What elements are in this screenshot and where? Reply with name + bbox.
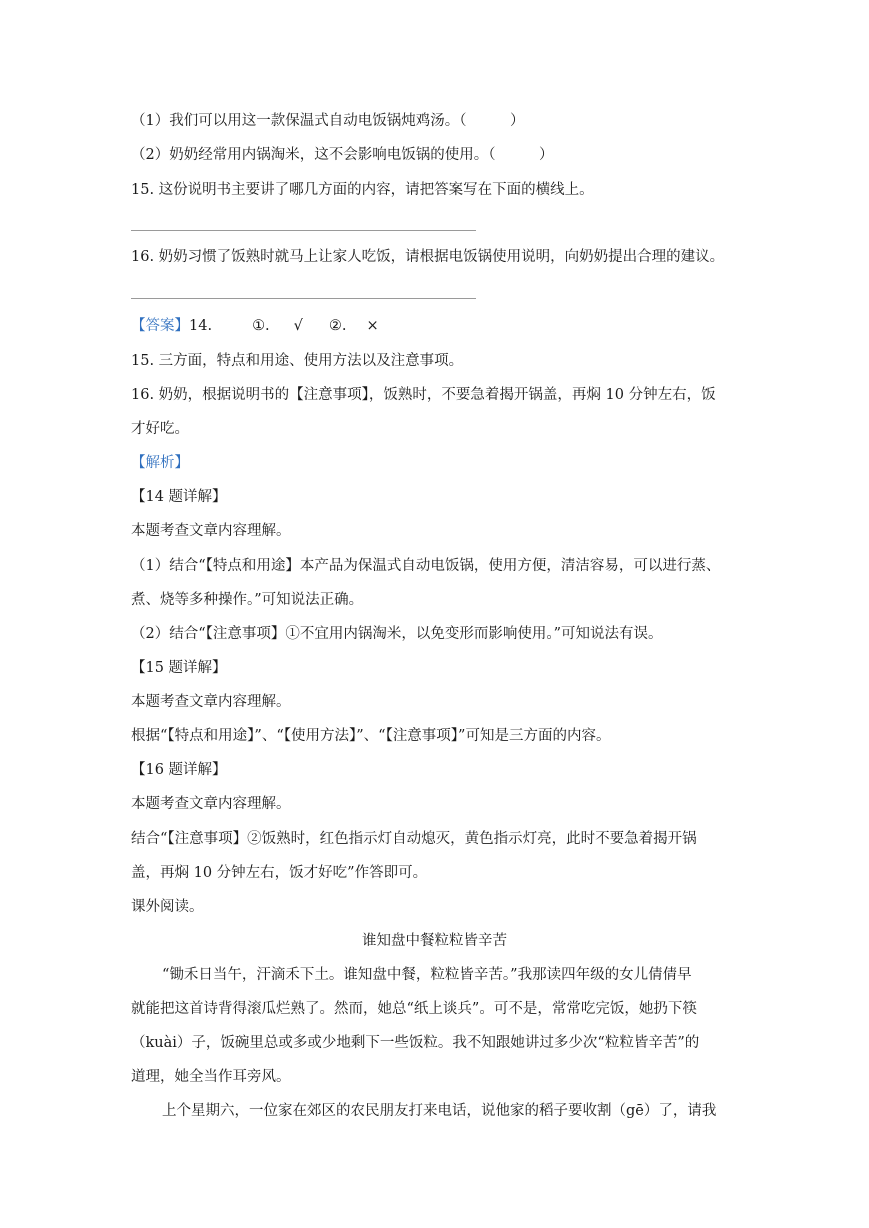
analysis-14-intro: 本题考查文章内容理解。 — [131, 523, 291, 539]
q14-item1: （1）我们可以用这一款保温式自动电饭锅炖鸡汤。（ ） — [131, 113, 525, 129]
q14-item2: （2）奶奶经常用内锅淘米，这不会影响电饭锅的使用。（ ） — [131, 147, 554, 163]
answer-14-num: 14. — [189, 318, 213, 334]
answer-14-2-value: × — [366, 318, 379, 334]
q16-question: 16. 奶奶习惯了饭熟时就马上让家人吃饭，请根据电饭锅使用说明，向奶奶提出合理的建议。 — [131, 249, 725, 265]
analysis-16-heading: 【16 题详解】 — [131, 762, 227, 778]
analysis-14-1-line2: 煮、烧等多种操作。”可知说法正确。 — [131, 592, 364, 608]
analysis-16-line1: 结合“【注意事项】②饭熟时，红色指示灯自动熄灭，黄色指示灯亮，此时不要急着揭开锅 — [131, 831, 697, 847]
answer-14-1-value: √ — [293, 318, 303, 334]
reading-p1-line4: 道理，她全当作耳旁风。 — [131, 1069, 291, 1085]
answer-tag: 【答案】 — [131, 318, 189, 334]
answer-14-line — [131, 316, 379, 336]
reading-p2-line1: 上个星期六，一位家在郊区的农民朋友打来电话，说他家的稻子要收割（gē）了，请我 — [162, 1103, 717, 1119]
analysis-tag: 【解析】 — [131, 455, 189, 471]
reading-p1-line3: （kuài）子，饭碗里总或多或少地剩下一些饭粒。我不知跟她讲过多少次“粒粒皆辛苦”的 — [131, 1035, 700, 1051]
answer-15: 15. 三方面，特点和用途、使用方法以及注意事项。 — [131, 353, 464, 369]
reading-p1-line2: 就能把这首诗背得滚瓜烂熟了。然而，她总“纸上谈兵”。可不是，常常吃完饭，她扔下筷 — [131, 1001, 697, 1017]
answer-14-1-label: ①. — [252, 318, 270, 334]
analysis-14-1-line1: （1）结合“【特点和用途】本产品为保温式自动电饭锅，使用方便，清洁容易，可以进行蒸、 — [131, 558, 721, 574]
analysis-16-intro: 本题考查文章内容理解。 — [131, 796, 291, 812]
answer-blank-line-16 — [131, 298, 476, 299]
analysis-14-heading: 【14 题详解】 — [131, 489, 227, 505]
analysis-16-line2: 盖，再焖 10 分钟左右，饭才好吃”作答即可。 — [131, 865, 428, 881]
q15-question: 15. 这份说明书主要讲了哪几方面的内容，请把答案写在下面的横线上。 — [131, 182, 594, 198]
analysis-14-2: （2）结合“【注意事项】①不宜用内锅淘米，以免变形而影响使用。”可知说法有误。 — [131, 626, 663, 642]
analysis-15-text: 根据“【特点和用途】”、“【使用方法】”、“【注意事项】”可知是三方面的内容。 — [131, 728, 611, 744]
analysis-15-heading: 【15 题详解】 — [131, 660, 227, 676]
answer-14-2-label: ②. — [328, 318, 347, 334]
reading-p1-line1: “锄禾日当午，汗滴禾下土。谁知盘中餐，粒粒皆辛苦。”我那读四年级的女儿倩倩早 — [162, 967, 692, 983]
analysis-15-intro: 本题考查文章内容理解。 — [131, 694, 291, 710]
answer-blank-line-15 — [131, 230, 476, 231]
answer-16-line2: 才好吃。 — [131, 421, 189, 437]
answer-16-line1: 16. 奶奶，根据说明书的【注意事项】，饭熟时，不要急着揭开锅盖，再焖 10 分钟左右，饭 — [131, 387, 716, 403]
reading-title: 谁知盘中餐粒粒皆辛苦 — [362, 933, 507, 949]
reading-label: 课外阅读。 — [131, 899, 204, 915]
